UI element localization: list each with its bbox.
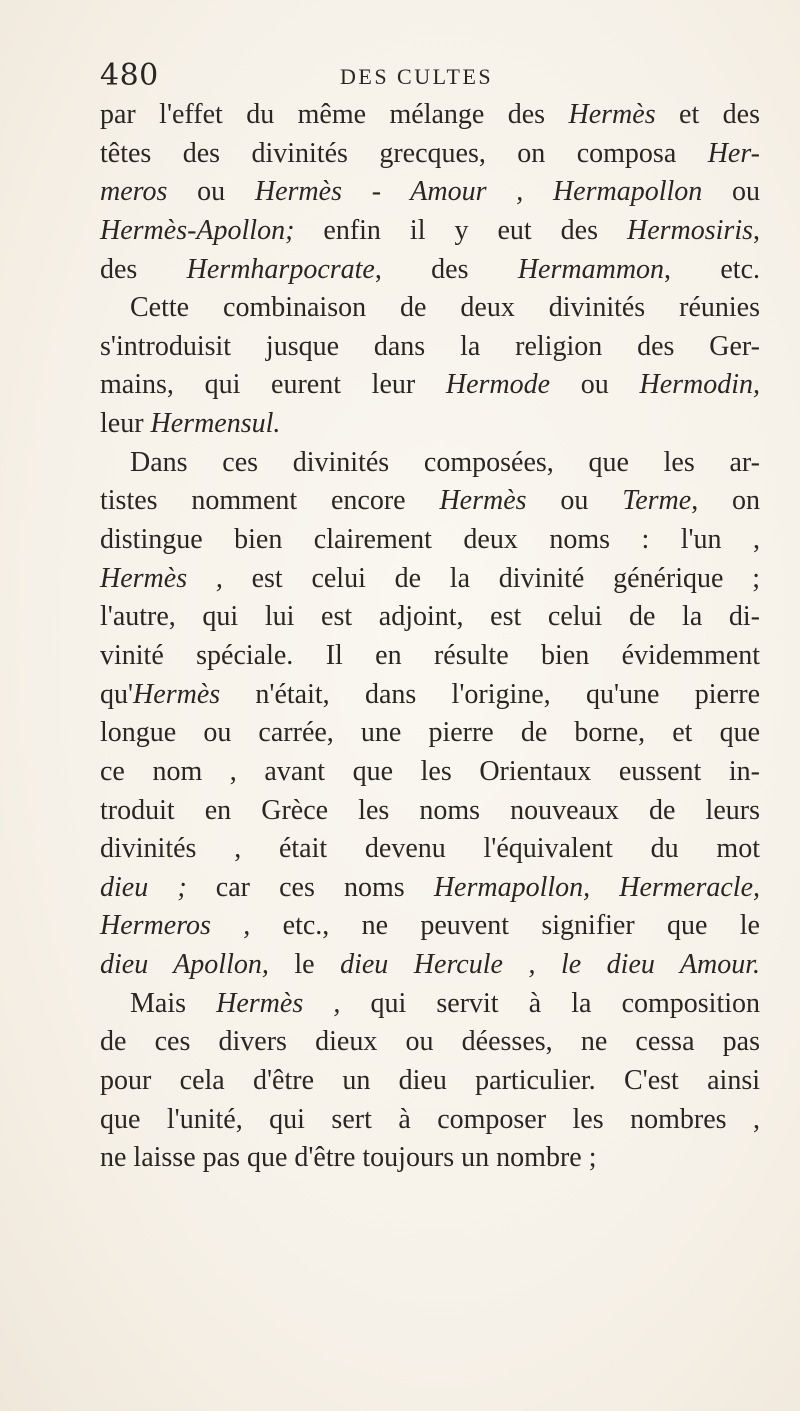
italic-text: Hermode: [445, 369, 551, 401]
text-segment: enfin il y eut des: [294, 214, 627, 246]
text-line: [100, 985, 760, 1024]
text-line: [100, 753, 760, 792]
text-line: [100, 405, 760, 444]
text-line: [100, 1023, 760, 1062]
text-line: [100, 328, 760, 367]
text-segment: ou: [526, 485, 623, 517]
text-segment: ne laisse pas que d'être toujours un nombre ;: [100, 1142, 597, 1174]
text-line: [100, 830, 760, 869]
text-line: [100, 173, 760, 212]
text-segment: troduit en Grèce les noms nouveaux de leurs: [100, 794, 760, 826]
text-segment: l'autre, qui lui est adjoint, est celui de la di-: [100, 601, 760, 633]
text-segment: Cette combinaison de deux divinités réunies: [130, 292, 760, 324]
page-header: [100, 58, 720, 98]
italic-text: Hermosiris: [626, 214, 753, 246]
text-segment: pour cela d'être un dieu particulier. C'est ainsi: [100, 1065, 760, 1097]
text-line: [100, 598, 760, 637]
text-line: [100, 714, 760, 753]
text-segment: Mais: [130, 987, 217, 1019]
text-line: [100, 946, 760, 985]
italic-text: meros: [100, 176, 168, 208]
italic-text: Hermeros ,: [100, 910, 251, 942]
italic-text: dieu Hercule , le dieu Amour.: [340, 949, 760, 981]
text-segment: , des: [374, 253, 518, 285]
text-segment: ou: [167, 176, 255, 208]
text-line: [100, 521, 760, 560]
page-number: 480: [100, 58, 159, 93]
text-line: [100, 366, 760, 405]
text-line: [100, 792, 760, 831]
body-text: [100, 96, 760, 1178]
text-segment: car ces noms: [186, 871, 434, 903]
text-segment: têtes des divinités grecques, on composa: [100, 137, 708, 169]
text-segment: ou: [550, 369, 640, 401]
text-segment: ou: [702, 176, 760, 208]
text-line: [100, 869, 760, 908]
text-segment: Dans ces divinités composées, que les ar-: [130, 446, 760, 478]
italic-text: Hermammon: [517, 253, 665, 285]
text-segment: par l'effet du même mélange des: [100, 99, 569, 130]
italic-text: Hermès - Amour , Hermapollon: [254, 176, 703, 208]
text-segment: leur: [100, 408, 151, 440]
italic-text: Hermès ,: [216, 987, 341, 1019]
italic-text: Hermharpocrate: [186, 253, 375, 285]
text-line: [100, 482, 760, 521]
text-line: [100, 1101, 760, 1140]
text-segment: n'était, dans l'origine, qu'une pierre: [220, 678, 760, 710]
text-line: [100, 676, 760, 715]
text-segment: etc., ne peuvent signifier que le: [250, 910, 760, 942]
text-segment: mains, qui eurent leur: [100, 369, 446, 401]
italic-text: Hermodin,: [639, 369, 761, 401]
text-segment: est celui de la divinité générique ;: [222, 562, 760, 594]
italic-text: Hermès-Apollon;: [100, 214, 295, 246]
text-line: [100, 637, 760, 676]
text-segment: divinités , était devenu l'équivalent du mot: [100, 833, 760, 865]
text-segment: des: [100, 253, 187, 285]
italic-text: Hermès: [439, 485, 527, 517]
italic-text: Hermès: [568, 99, 656, 130]
italic-text: Hermapollon, Hermeracle,: [433, 871, 760, 903]
text-segment: vinité spéciale. Il en résulte bien évidemment: [100, 639, 760, 671]
running-head: DES CULTES: [340, 64, 494, 89]
text-line: [100, 444, 760, 483]
text-segment: , on: [691, 485, 761, 517]
italic-text: Hermensul.: [150, 408, 281, 440]
text-segment: ce nom , avant que les Orientaux eussent in-: [100, 755, 760, 787]
text-segment: ,: [753, 214, 760, 246]
text-segment: qu': [100, 678, 134, 710]
text-segment: , etc.: [664, 253, 761, 285]
text-segment: de ces divers dieux ou déesses, ne cessa pas: [100, 1026, 760, 1058]
text-segment: longue ou carrée, une pierre de borne, et que: [100, 717, 760, 749]
text-line: [100, 1062, 760, 1101]
text-segment: que l'unité, qui sert à composer les nombres ,: [100, 1103, 760, 1135]
text-segment: tistes nomment encore: [100, 485, 440, 517]
italic-text: Terme: [622, 485, 692, 517]
text-line: [100, 251, 760, 290]
text-segment: le: [268, 949, 341, 981]
text-line: [100, 96, 760, 135]
text-line: [100, 212, 760, 251]
text-line: [100, 289, 760, 328]
italic-text: Her-: [707, 137, 760, 169]
text-segment: qui servit à la composition: [340, 987, 761, 1019]
text-segment: distingue bien clairement deux noms : l'un ,: [100, 524, 760, 556]
italic-text: dieu Apollon,: [100, 949, 269, 981]
text-line: [100, 135, 760, 174]
text-segment: et des: [655, 99, 760, 130]
italic-text: Hermès: [133, 678, 221, 710]
italic-text: Hermès ,: [100, 562, 223, 594]
text-segment: s'introduisit jusque dans la religion des Ger-: [100, 330, 760, 362]
italic-text: dieu ;: [100, 871, 187, 903]
text-line: [100, 1139, 760, 1178]
text-line: [100, 907, 760, 946]
text-line: [100, 560, 760, 599]
